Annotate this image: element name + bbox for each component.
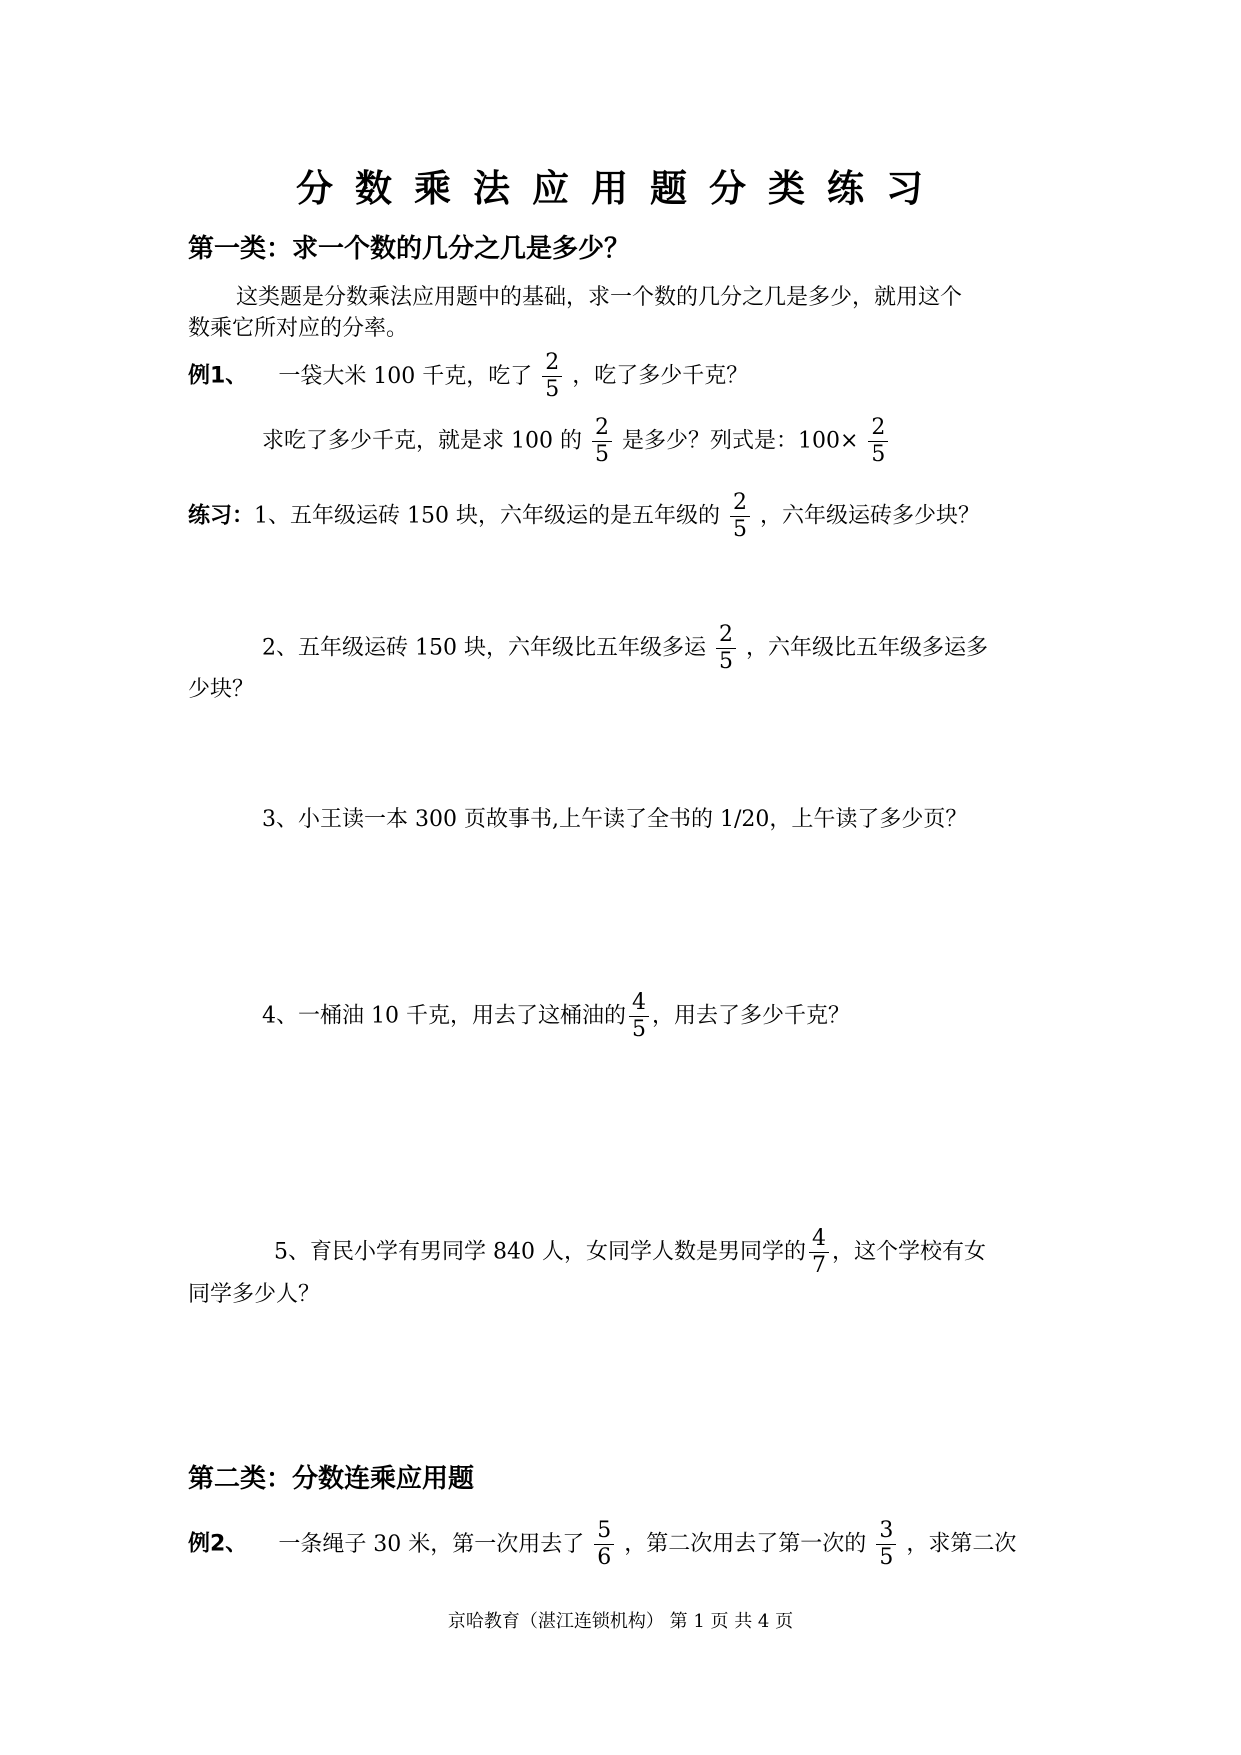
- fraction-denominator: 5: [594, 442, 609, 467]
- fraction-numerator: 4: [629, 990, 649, 1017]
- example2-fraction1: [594, 1518, 614, 1571]
- example1-text-b: ，吃了多少千克？: [572, 363, 749, 389]
- exercise3-row: 3、小王读一本 300 页故事书,上午读了全书的 1/20，上午读了多少页？: [262, 807, 968, 832]
- exercise5-continuation: 同学多少人？: [188, 1282, 321, 1307]
- example2-text-b: ，第二次用去了第一次的: [624, 1531, 867, 1557]
- exercise2-continuation: 少块？: [188, 677, 255, 702]
- exercise5-row: [274, 1226, 986, 1279]
- example2-text-c: ，求第二次: [906, 1531, 1017, 1557]
- exercise5-fraction: [809, 1226, 829, 1279]
- example1-label: 例1、: [188, 363, 248, 389]
- example1-solution-fraction: [592, 415, 612, 468]
- exercise5-text-a: 5、育民小学有男同学 840 人，女同学人数是男同学的: [274, 1239, 806, 1265]
- exercise4-fraction: [629, 990, 649, 1043]
- fraction-numerator: 3: [876, 1518, 896, 1545]
- example1-row: [188, 350, 748, 403]
- fraction-numerator: 2: [542, 350, 562, 377]
- exercise1-text-a: 1、五年级运砖 150 块，六年级运的是五年级的: [254, 503, 720, 529]
- exercise1-fraction: [730, 490, 750, 543]
- example1-solution-b: 是多少？列式是：100×: [621, 428, 859, 454]
- fraction-denominator: 5: [631, 1017, 646, 1042]
- fraction-numerator: 2: [730, 490, 750, 517]
- example1-formula-fraction: [868, 415, 888, 468]
- exercise2-fraction: [716, 622, 736, 675]
- fraction-denominator: 5: [545, 377, 560, 402]
- exercise1-row: [188, 490, 980, 543]
- exercise5-text-b: ，这个学校有女: [831, 1239, 986, 1265]
- fraction-denominator: 6: [597, 1545, 612, 1570]
- exercise4-text-b: ，用去了多少千克？: [651, 1003, 850, 1029]
- fraction-denominator: 7: [811, 1253, 826, 1278]
- exercises-label: 练习：: [188, 503, 255, 529]
- fraction-numerator: 4: [809, 1226, 829, 1253]
- fraction-numerator: 2: [716, 622, 736, 649]
- section1-intro-line2: 数乘它所对应的分率。: [188, 316, 409, 341]
- example2-fraction2: [876, 1518, 896, 1571]
- section2-heading: 第二类：分数连乘应用题: [188, 1464, 475, 1494]
- fraction-numerator: 2: [868, 415, 888, 442]
- example2-label: 例2、: [188, 1531, 248, 1557]
- fraction-denominator: 5: [871, 442, 886, 467]
- page-footer: 京哈教育（湛江连锁机构） 第 1 页 共 4 页: [447, 1611, 794, 1632]
- section1-intro-line1: 这类题是分数乘法应用题中的基础，求一个数的几分之几是多少，就用这个: [236, 285, 963, 310]
- fraction-denominator: 5: [718, 649, 733, 674]
- section1-heading: 第一类：求一个数的几分之几是多少？: [188, 234, 631, 264]
- fraction-denominator: 5: [879, 1545, 894, 1570]
- exercise2-text-b: ，六年级比五年级多运多: [745, 635, 988, 661]
- fraction-denominator: 5: [733, 517, 747, 542]
- fraction-numerator: 2: [592, 415, 612, 442]
- exercise4-text-a: 4、一桶油 10 千克，用去了这桶油的: [262, 1003, 626, 1029]
- example2-row: [188, 1518, 1016, 1571]
- exercise2-row: [262, 622, 988, 675]
- exercise1-text-b: ，六年级运砖多少块？: [760, 503, 981, 529]
- example1-solution-row: [262, 415, 891, 468]
- example1-text-a: 一袋大米 100 千克，吃了: [278, 363, 533, 389]
- example1-solution-a: 求吃了多少千克，就是求 100 的: [262, 428, 582, 454]
- exercise2-text-a: 2、五年级运砖 150 块，六年级比五年级多运: [262, 635, 706, 661]
- page-title: 分数乘法应用题分类练习: [296, 167, 945, 210]
- example2-text-a: 一条绳子 30 米，第一次用去了: [278, 1531, 585, 1557]
- exercise4-row: [262, 990, 850, 1043]
- fraction-numerator: 5: [594, 1518, 614, 1545]
- example1-fraction: [542, 350, 562, 403]
